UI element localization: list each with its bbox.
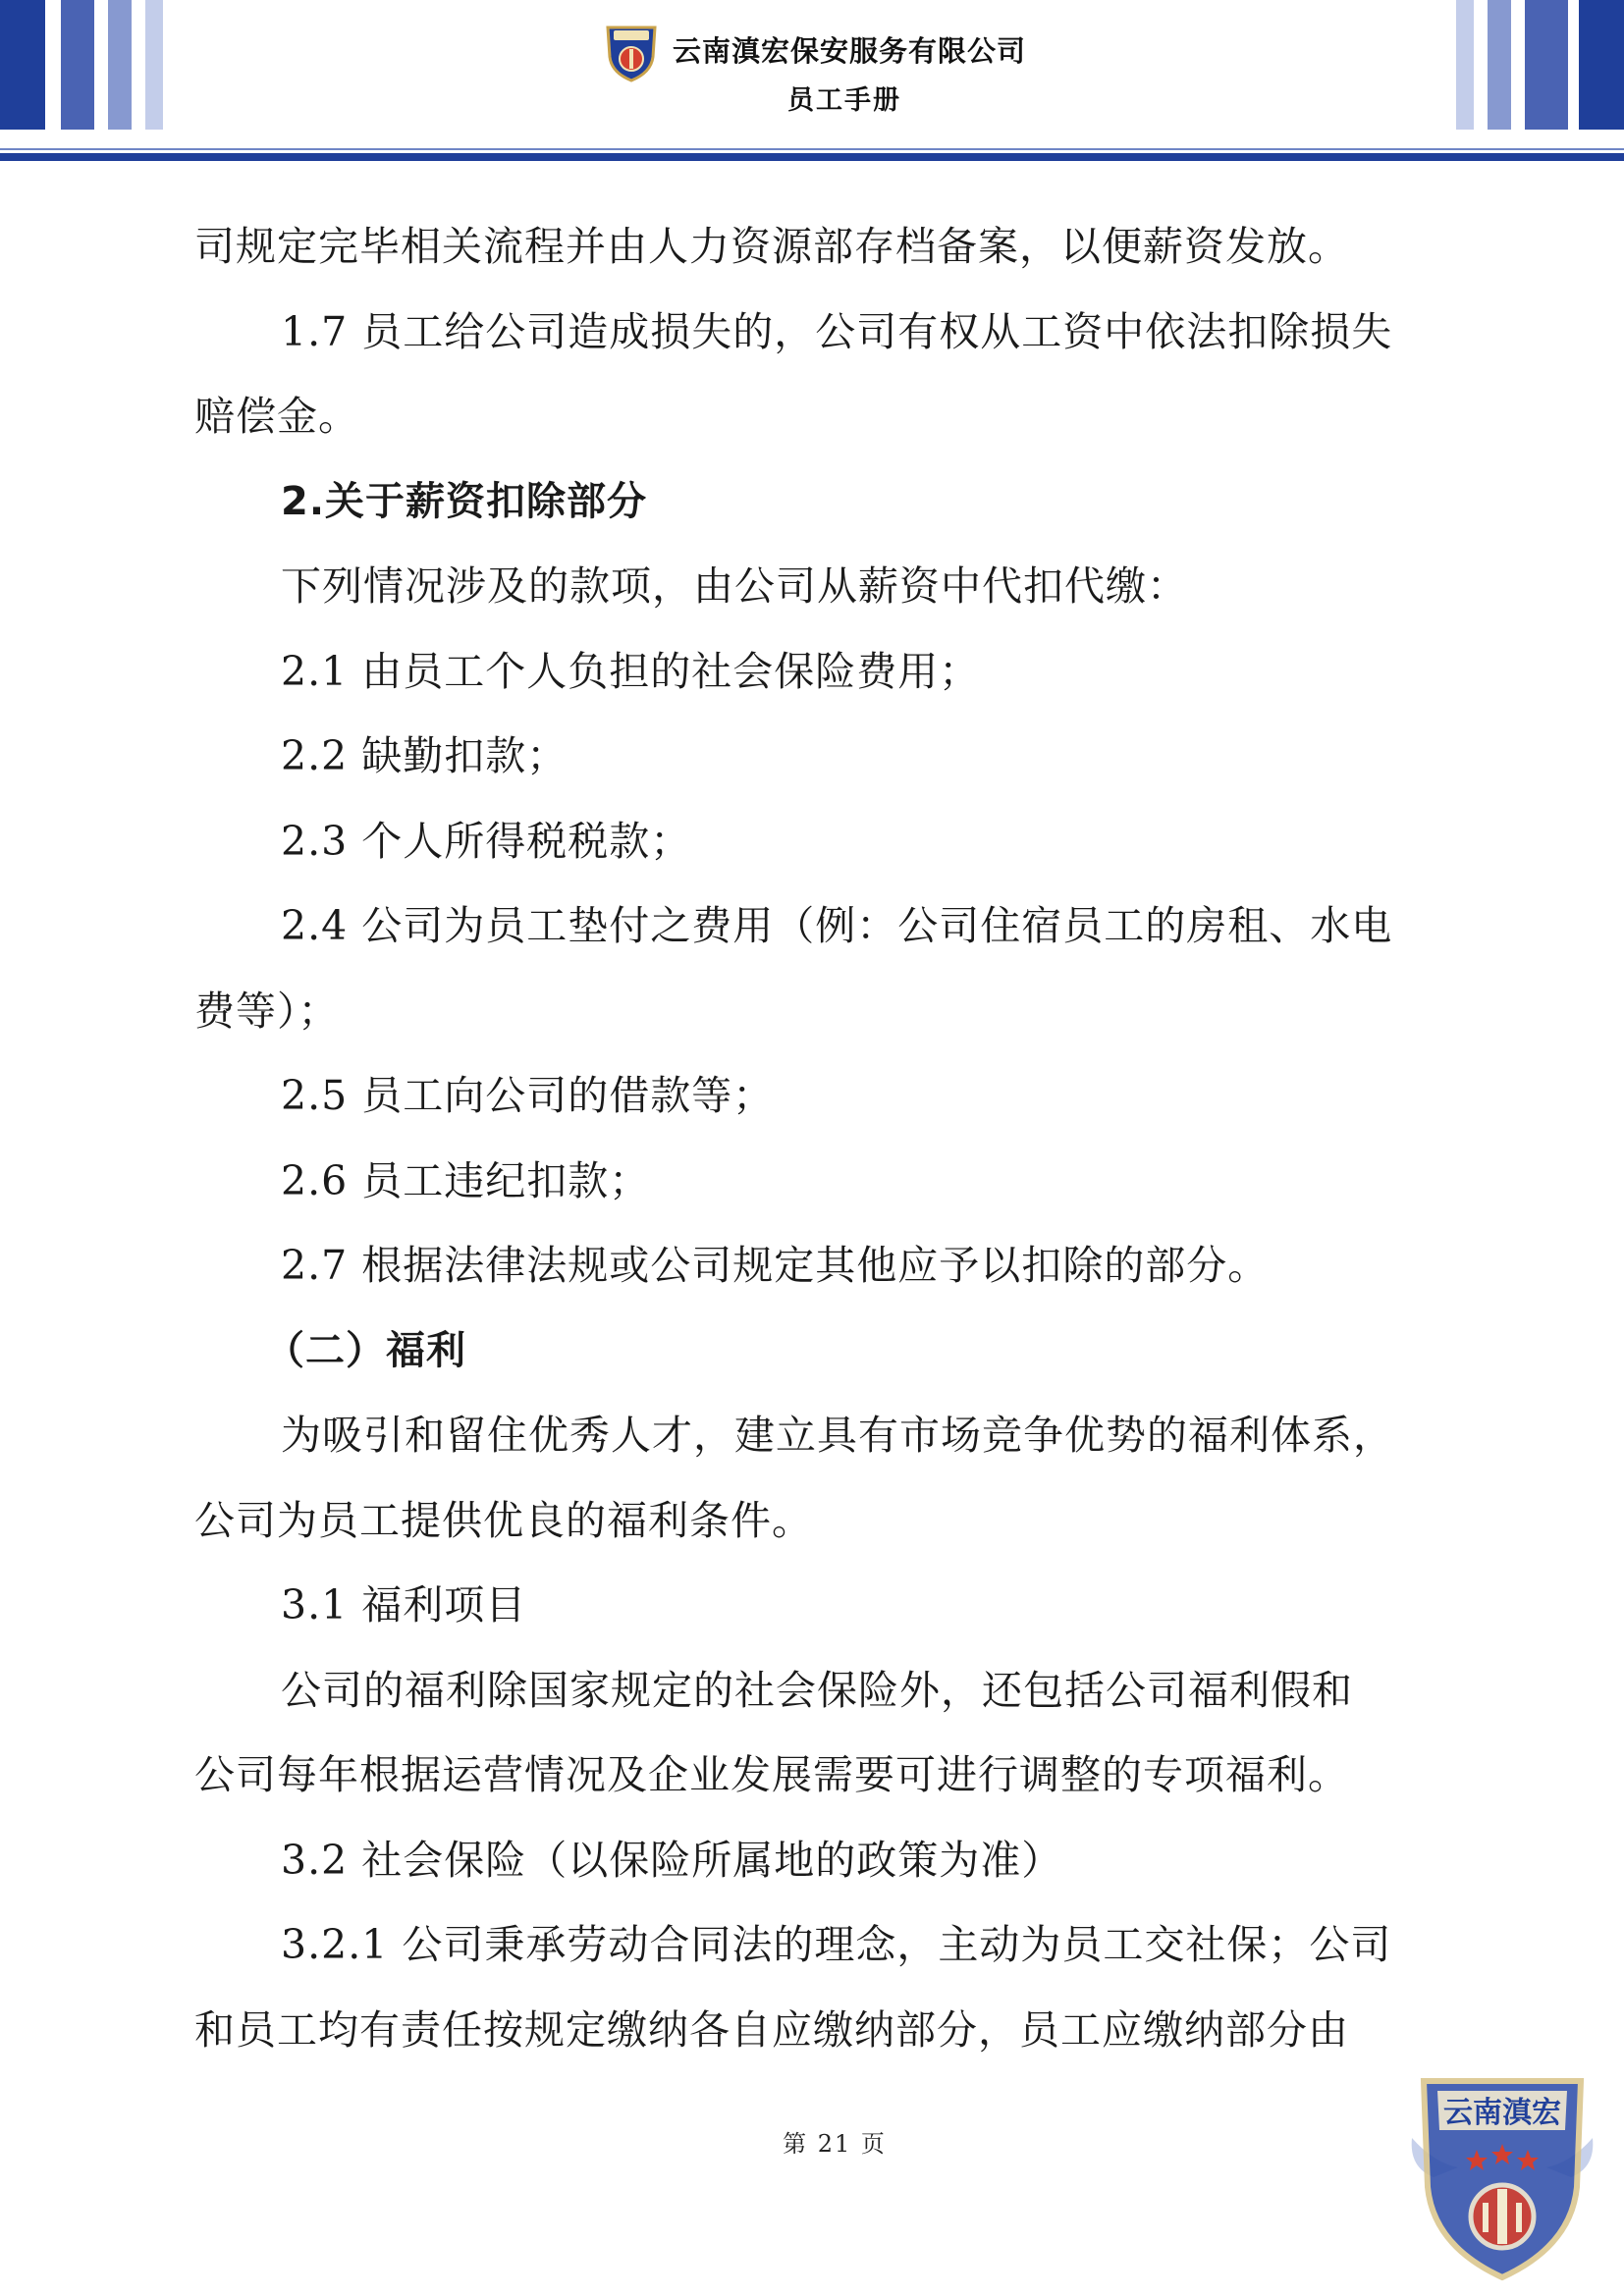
section-heading: （二）福利 <box>265 1327 466 1373</box>
list-item: 2.5 员工向公司的借款等； <box>281 1072 775 1119</box>
section-heading: 2.关于薪资扣除部分 <box>281 478 648 524</box>
header-stripe-right-3 <box>1525 0 1568 130</box>
body-line: 和员工均有责任按规定缴纳各自应缴纳部分，员工应缴纳部分由 <box>194 2005 1349 2054</box>
body-line: 3.2.1 公司秉承劳动合同法的理念，主动为员工交社保；公司 <box>281 1921 1392 1968</box>
list-item: 2.3 个人所得税税款； <box>281 817 692 865</box>
seal-text: 云南滇宏 <box>1443 2096 1561 2130</box>
subsection-heading: 3.1 福利项目 <box>281 1581 527 1629</box>
document-subtitle: 员工手册 <box>787 85 901 116</box>
header-stripe-right-1 <box>1456 0 1474 130</box>
body-line: 司规定完毕相关流程并由人力资源部存档备案，以便薪资发放。 <box>194 223 1349 270</box>
body-line: 费等）； <box>194 987 340 1035</box>
header-stripe-left-4 <box>145 0 163 130</box>
body-line: 1.7 员工给公司造成损失的，公司有权从工资中依法扣除损失 <box>281 307 1393 355</box>
page-number: 第 21 页 <box>783 2130 887 2158</box>
body-line: 为吸引和留住优秀人才，建立具有市场竞争优势的福利体系， <box>281 1412 1394 1459</box>
company-badge-icon <box>604 22 659 82</box>
body-line: 公司的福利除国家规定的社会保险外，还包括公司福利假和 <box>281 1666 1353 1714</box>
header-stripe-right-4 <box>1579 0 1624 130</box>
list-item: 2.1 由员工个人负担的社会保险费用； <box>281 647 981 695</box>
subsection-heading: 3.2 社会保险（以保险所属地的政策为准） <box>281 1836 1063 1884</box>
header-stripe-right-2 <box>1488 0 1511 130</box>
list-item: 2.7 根据法律法规或公司规定其他应予以扣除的部分。 <box>281 1242 1270 1289</box>
header-stripe-left-2 <box>61 0 94 130</box>
company-name: 云南滇宏保安服务有限公司 <box>673 34 1027 68</box>
header-stripe-left-3 <box>108 0 132 130</box>
page-header <box>0 0 1624 167</box>
header-brand <box>604 22 1056 130</box>
list-item: 2.2 缺勤扣款； <box>281 732 568 779</box>
list-item: 2.4 公司为员工垫付之费用（例：公司住宿员工的房租、水电 <box>281 902 1393 949</box>
document-body <box>194 204 1432 2072</box>
body-line: 公司为员工提供优良的福利条件。 <box>194 1496 813 1544</box>
header-stripe-left-1 <box>0 0 45 130</box>
body-line: 下列情况涉及的款项，由公司从薪资中代扣代缴： <box>281 562 1188 610</box>
header-rule <box>0 153 1624 161</box>
company-seal-icon <box>1404 2069 1600 2285</box>
body-line: 公司每年根据运营情况及企业发展需要可进行调整的专项福利。 <box>194 1751 1349 1798</box>
header-rule-thin <box>0 148 1624 150</box>
body-line: 赔偿金。 <box>194 393 359 440</box>
list-item: 2.6 员工违纪扣款； <box>281 1156 651 1204</box>
